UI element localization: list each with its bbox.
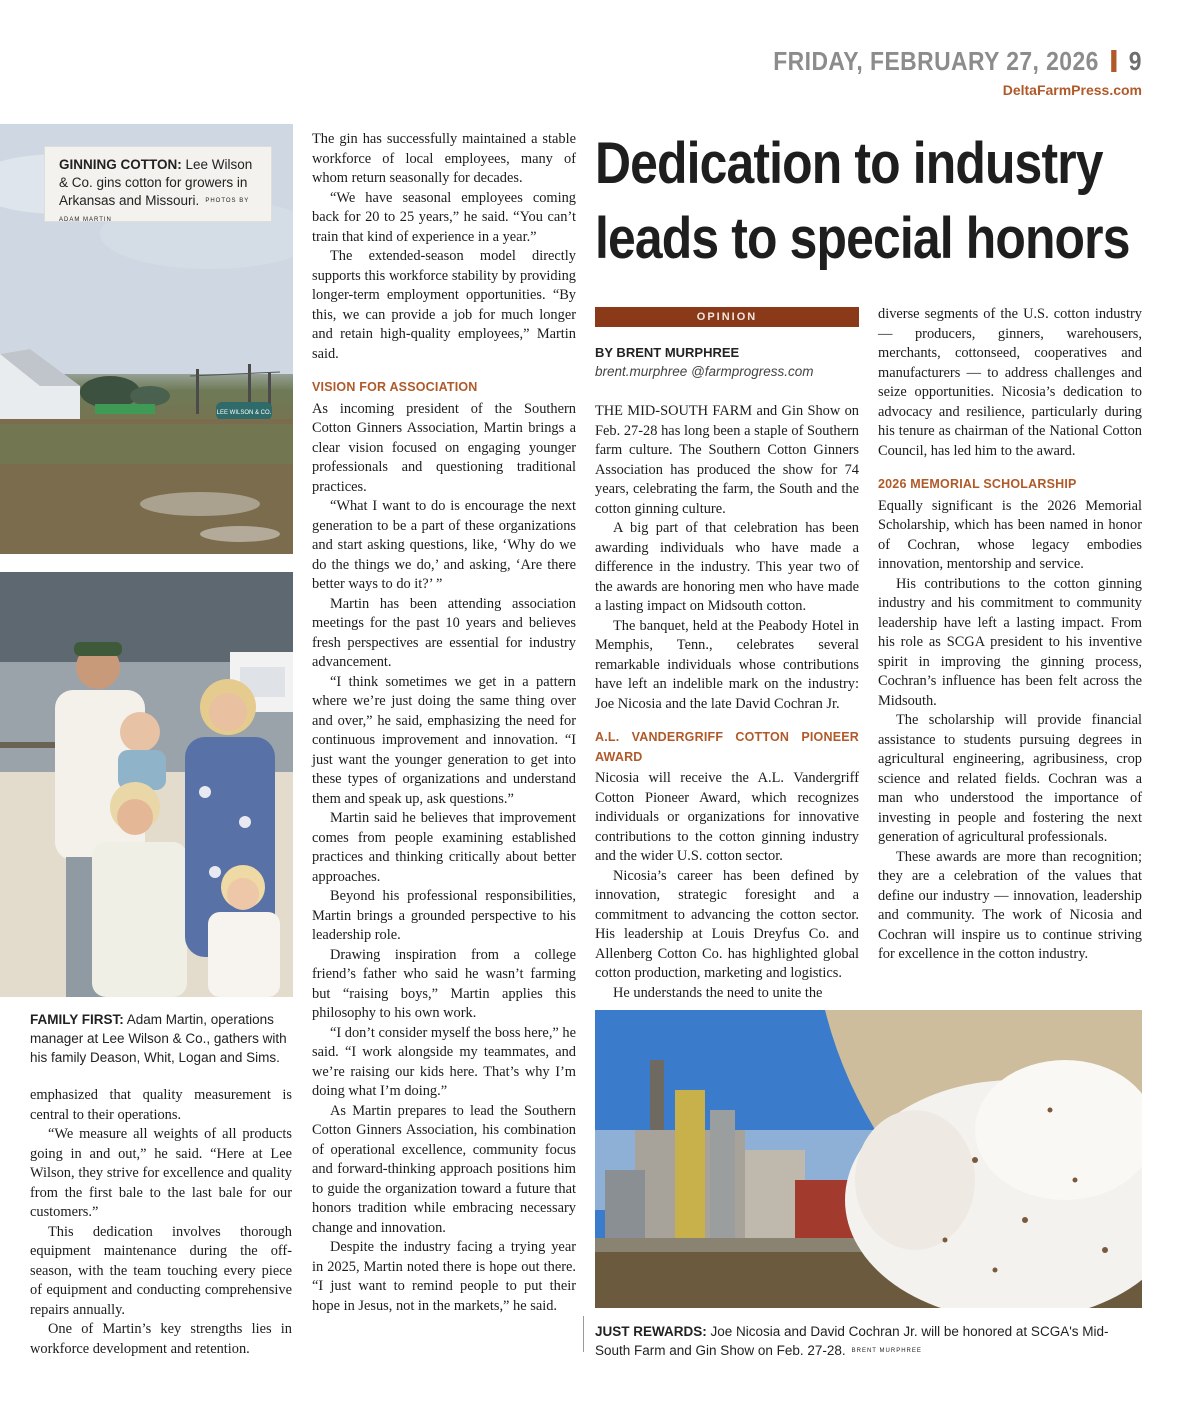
headline-line-1: Dedication to industry [595, 131, 1103, 196]
col2-paragraph: Beyond his professional responsibilities, Martin brings a grounded perspective to his leadership role. [312, 888, 576, 943]
photo1-credit: PHOTOS BY ADAM MARTIN [59, 198, 250, 223]
article-headline [595, 126, 1145, 276]
subhead-vandergriff-award: A.L. VANDERGRIFF COTTON PIONEER AWARD [595, 730, 859, 764]
author-email[interactable]: brent.murphree @farmprogress.com [595, 364, 814, 379]
col4-paragraph: Equally significant is the 2026 Memorial Scholarship, which has been named in honor of Cochran, whose legacy embodies innovation, mentorship and service. [878, 497, 1142, 572]
subhead-memorial-scholarship: 2026 MEMORIAL SCHOLARSHIP [878, 477, 1077, 491]
col2-paragraph: Martin said he believes that improvement comes from people examining established practices and thinking critically about better approaches. [312, 810, 576, 885]
column-1 [30, 1086, 292, 1359]
col2-paragraph: “I don’t consider myself the boss here,” he said. “I work alongside my teammates, and we’re raising our kids here. That’s why I’m doing what I’m doing.” [312, 1024, 576, 1099]
issue-date: FRIDAY, FEBRUARY 27, 2026 [773, 46, 1099, 76]
col2-paragraph: “What I want to do is encourage the next generation to be a part of these organizations and start asking questions, like, ‘Why do we do the things we do,’ and asking, ‘Are there better ways to do it?’ ” [312, 498, 576, 592]
cotton-gin-photo [595, 1010, 1142, 1308]
col2-paragraph: Martin has been attending association meetings for the past 10 years and believes fresh perspectives are essential for industry advancement. [312, 595, 576, 670]
col2-paragraph: The extended-season model directly supports this workforce stability by providing longer-term employment opportunities. “By this, we can provide a job for much longer and retain high-quality employees,” Martin said. [312, 248, 576, 362]
photo2-caption [30, 1010, 292, 1067]
col4-paragraph: diverse segments of the U.S. cotton industry — producers, ginners, warehousers, merchants, cottonseed, cooperatives and manufacturers — to address challenges and seize opportunities. Nicosia’s dedication to advocacy and resilience, particularly during his tenure as chairman of the National Cotton Council, has led him to the award. [878, 306, 1142, 459]
site-url: DeltaFarmPress.com [1002, 82, 1142, 98]
photo3-credit: BRENT MURPHREE [851, 1347, 922, 1354]
col3-paragraph: A big part of that celebration has been awarding individuals who have made a difference in the industry. This year two of the awards are honoring men who have made a lasting impact on Midsouth cotton. [595, 520, 859, 614]
photo3-caption-text: Joe Nicosia and David Cochran Jr. will be honored at SCGA's Mid-South Farm and Gin Show on Feb. 27-28. [595, 1324, 1109, 1358]
photo3-caption-label: JUST REWARDS: [595, 1324, 707, 1339]
col4-paragraph: His contributions to the cotton ginning industry and his commitment to community leadership have left a lasting impact. From his role as SCGA president to his inventive spirit in improving the ginning process, Cochran’s influence has been felt across the Midsouth. [878, 575, 1142, 709]
col1-paragraph: “We measure all weights of all products going in and out,” he said. “Here at Lee Wilson, they strive for excellence and quality from the first bale to the last bale for our customers.” [30, 1126, 292, 1220]
headline-line-2: leads to special honors [595, 206, 1130, 271]
col2-paragraph: Drawing inspiration from a college friend’s father who said he wasn’t farming but “raising boys,” Martin applies this philosophy to his own work. [312, 946, 576, 1021]
col1-paragraph: This dedication involves thorough equipment maintenance during the off-season, with the team touching every piece of equipment and conducting comprehensive repairs annually. [30, 1223, 292, 1318]
folio-divider [1111, 50, 1116, 72]
photo3-caption [595, 1322, 1142, 1361]
page-number: 9 [1128, 46, 1142, 76]
col2-paragraph: “We have seasonal employees coming back for 20 to 25 years,” he said. “You can’t train that kind of experience in a year.” [312, 189, 576, 245]
col1-paragraph: emphasized that quality measurement is central to their operations. [30, 1087, 292, 1123]
caption-rule [583, 1316, 584, 1352]
family-photo [0, 572, 293, 997]
col2-paragraph: Despite the industry facing a trying year in 2025, Martin noted there is hope out there. “I just want to remind people to put their hope in Jesus, not in the markets,” he said. [312, 1239, 576, 1314]
col4-paragraph: These awards are more than recognition; they are a celebration of the values that define our industry — innovation, leadership and community. The work of Nicosia and Cochran will inspire us to continue striving for excellence in the cotton industry. [878, 848, 1142, 962]
gin-sign-text: LEE WILSON & CO. [216, 410, 272, 416]
col4-paragraph: The scholarship will provide financial assistance to students pursuing degrees in agricultural engineering, agribusiness, crop science and related fields. Cochran was a man who understood the importance of investing in people and fostering the next generation of agricultural professionals. [878, 712, 1142, 845]
photo2-caption-text: Adam Martin, operations manager at Lee Wilson & Co., gathers with his family Deason, Whit, Logan and Sims. [30, 1012, 287, 1065]
opinion-tag: OPINION [595, 307, 859, 327]
photo1-caption-label: GINNING COTTON: [59, 157, 182, 172]
col2-paragraph: The gin has successfully maintained a stable workforce of local employees, many of whom return seasonally for decades. [312, 131, 576, 186]
col2-paragraph: “I think sometimes we get in a pattern where we’re just doing the same thing over and over,” he said, emphasizing the need for continuous improvement and innovation. “I just want the younger generation to get into these types of organizations and understand them and speak up, ask questions.” [312, 673, 576, 807]
subhead-vision-for-association: VISION FOR ASSOCIATION [312, 380, 478, 394]
page-folio [773, 46, 1142, 77]
col3-paragraph: Nicosia’s career has been defined by innovation, strategic foresight and a commitment to advancing the cotton sector. His leadership at Louis Dreyfus Co. and Allenberg Cotton Co. has highlighted global cotton production, marketing and logistics. [595, 867, 859, 981]
column-2 [312, 130, 576, 1316]
photo1-caption-text: Lee Wilson & Co. gins cotton for growers in Arkansas and Missouri. [59, 157, 253, 208]
column-3 [595, 402, 859, 1003]
byline: BY BRENT MURPHREE [595, 345, 740, 360]
photo1-caption [44, 146, 272, 222]
col3-paragraph: The banquet, held at the Peabody Hotel in Memphis, Tenn., celebrates several remarkable individuals whose contributions have left an indelible mark on the industry: Joe Nicosia and the late David Cochran Jr. [595, 617, 859, 712]
col3-paragraph: THE MID-SOUTH FARM and Gin Show on Feb. 27-28 has long been a staple of Southern farm culture. The Southern Cotton Ginners Association has produced the show for 74 years, celebrating the farm, the South and the cotton ginning culture. [595, 403, 859, 517]
photo2-caption-label: FAMILY FIRST: [30, 1012, 124, 1027]
col3-paragraph: He understands the need to unite the [613, 984, 823, 1001]
col1-paragraph: One of Martin’s key strengths lies in workforce development and retention. [30, 1321, 292, 1357]
col2-paragraph: As Martin prepares to lead the Southern Cotton Ginners Association, his combination of operational excellence, community focus and forward-thinking approach positions him to guide the organization toward a future that honors tradition while embracing necessary change and innovation. [312, 1102, 576, 1236]
col3-paragraph: Nicosia will receive the A.L. Vandergriff Cotton Pioneer Award, which recognizes individuals or organizations for innovative contributions to the cotton ginning industry and the wider U.S. cotton sector. [595, 770, 859, 864]
col2-paragraph: As incoming president of the Southern Cotton Ginners Association, Martin brings a clear vision focused on engaging younger professionals and questioning traditional practices. [312, 400, 576, 495]
column-4 [878, 305, 1142, 965]
